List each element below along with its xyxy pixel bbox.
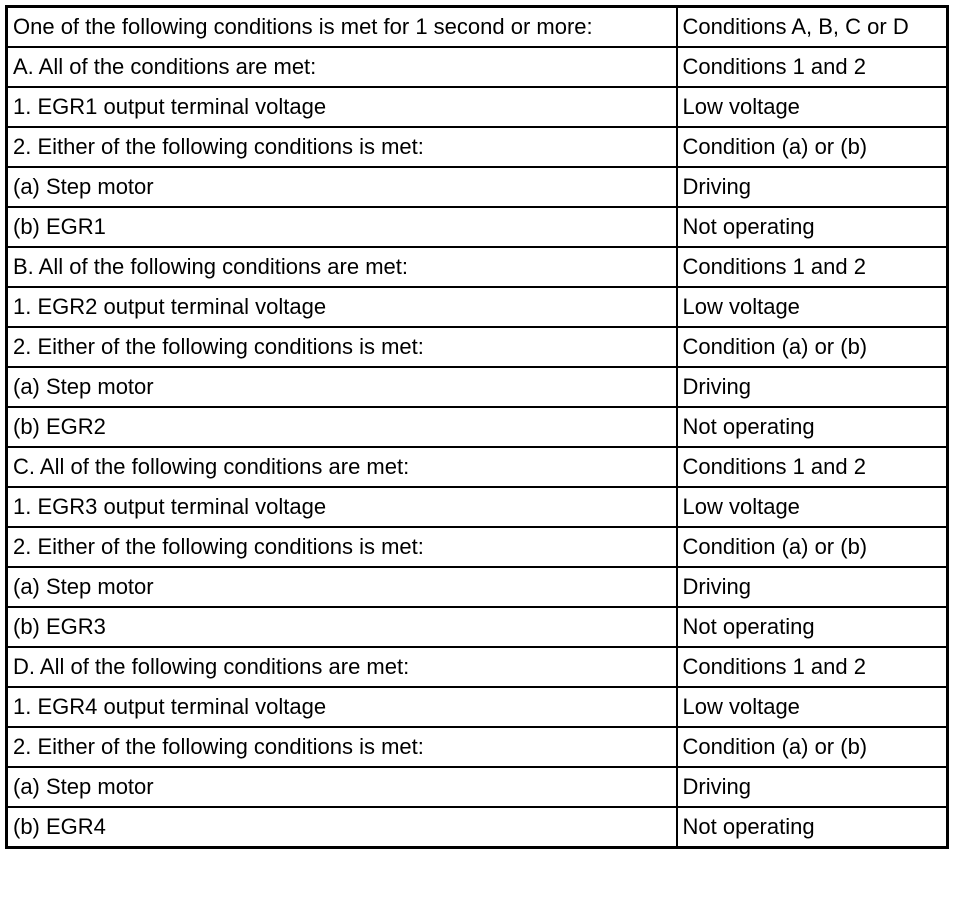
conditions-table — [5, 5, 949, 849]
table-row — [7, 647, 948, 687]
table-row — [7, 727, 948, 767]
value-cell: Low voltage — [677, 487, 948, 527]
table-row — [7, 487, 948, 527]
table-row — [7, 127, 948, 167]
condition-cell: B. All of the following conditions are met: — [7, 247, 677, 287]
condition-cell: (b) EGR4 — [7, 807, 677, 848]
table-row — [7, 367, 948, 407]
condition-cell: 2. Either of the following conditions is met: — [7, 127, 677, 167]
table-row — [7, 687, 948, 727]
table-row — [7, 447, 948, 487]
table-row — [7, 247, 948, 287]
value-cell: Not operating — [677, 207, 948, 247]
value-cell: Conditions 1 and 2 — [677, 647, 948, 687]
table-row — [7, 87, 948, 127]
table-row — [7, 7, 948, 48]
table-row — [7, 527, 948, 567]
value-cell: Condition (a) or (b) — [677, 127, 948, 167]
condition-cell: 2. Either of the following conditions is met: — [7, 527, 677, 567]
table-row — [7, 207, 948, 247]
condition-cell: A. All of the conditions are met: — [7, 47, 677, 87]
value-cell: Driving — [677, 167, 948, 207]
value-cell: Condition (a) or (b) — [677, 527, 948, 567]
value-cell: Not operating — [677, 407, 948, 447]
table-row — [7, 767, 948, 807]
conditions-table-body — [7, 7, 948, 848]
condition-cell: (a) Step motor — [7, 167, 677, 207]
table-row — [7, 327, 948, 367]
condition-cell: (b) EGR2 — [7, 407, 677, 447]
condition-cell: 1. EGR2 output terminal voltage — [7, 287, 677, 327]
value-cell: Driving — [677, 367, 948, 407]
value-cell: Low voltage — [677, 287, 948, 327]
condition-cell: 2. Either of the following conditions is met: — [7, 327, 677, 367]
table-row — [7, 167, 948, 207]
value-cell: Low voltage — [677, 87, 948, 127]
table-row — [7, 567, 948, 607]
value-cell: Driving — [677, 767, 948, 807]
condition-cell: (a) Step motor — [7, 367, 677, 407]
table-row — [7, 407, 948, 447]
table-row — [7, 287, 948, 327]
condition-cell: C. All of the following conditions are met: — [7, 447, 677, 487]
table-row — [7, 807, 948, 848]
condition-cell: (a) Step motor — [7, 767, 677, 807]
value-cell: Low voltage — [677, 687, 948, 727]
value-cell: Conditions 1 and 2 — [677, 447, 948, 487]
condition-cell: 1. EGR1 output terminal voltage — [7, 87, 677, 127]
value-cell: Conditions 1 and 2 — [677, 247, 948, 287]
condition-cell: (b) EGR3 — [7, 607, 677, 647]
condition-cell: 1. EGR4 output terminal voltage — [7, 687, 677, 727]
condition-cell: 1. EGR3 output terminal voltage — [7, 487, 677, 527]
condition-cell: D. All of the following conditions are met: — [7, 647, 677, 687]
condition-cell: (a) Step motor — [7, 567, 677, 607]
value-cell: Not operating — [677, 607, 948, 647]
value-cell: Conditions 1 and 2 — [677, 47, 948, 87]
condition-cell: 2. Either of the following conditions is met: — [7, 727, 677, 767]
condition-cell: (b) EGR1 — [7, 207, 677, 247]
table-row — [7, 607, 948, 647]
value-cell: Condition (a) or (b) — [677, 727, 948, 767]
value-cell: Not operating — [677, 807, 948, 848]
condition-cell: One of the following conditions is met for 1 second or more: — [7, 7, 677, 48]
table-row — [7, 47, 948, 87]
value-cell: Driving — [677, 567, 948, 607]
value-cell: Condition (a) or (b) — [677, 327, 948, 367]
value-cell: Conditions A, B, C or D — [677, 7, 948, 48]
